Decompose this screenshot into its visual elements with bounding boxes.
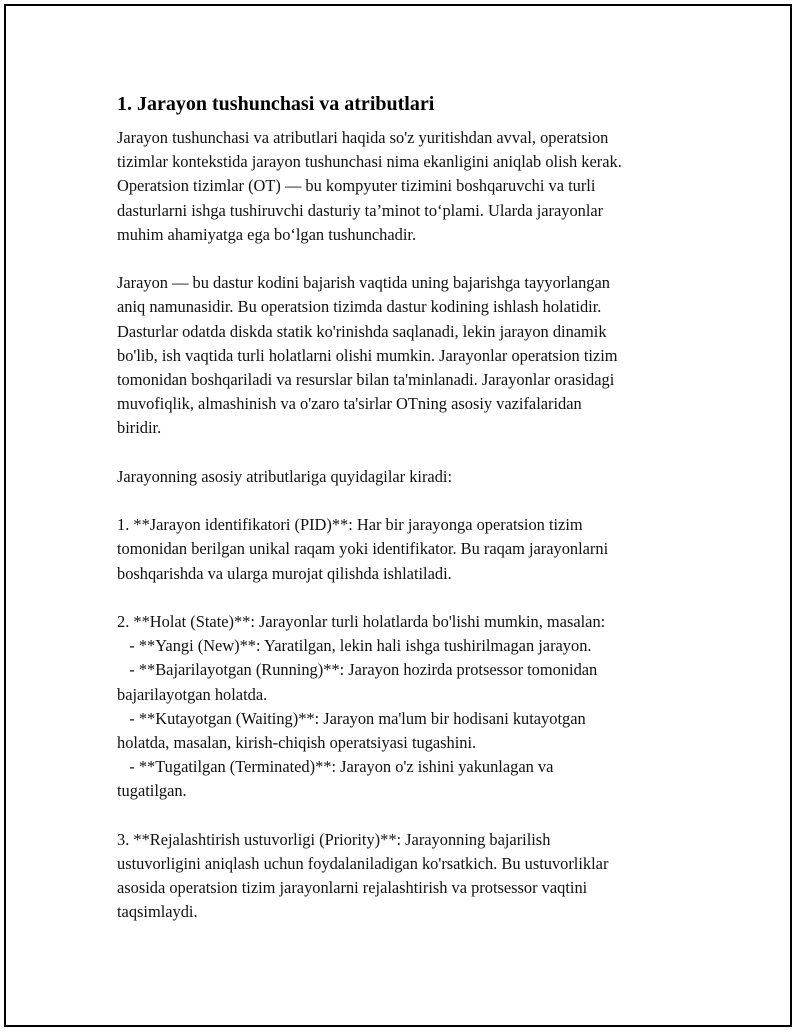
text-line: holatda, masalan, kirish-chiqish operatsiyasi tugashini. (117, 733, 477, 753)
paragraph-intro (117, 126, 683, 247)
text-line: Jarayon tushunchasi va atributlari haqida so'z yuritishdan avval, operatsion (117, 128, 609, 147)
paragraph-attributes-intro (117, 465, 683, 489)
text-line: taqsimlaydi. (117, 902, 198, 922)
text-line: - **Yangi (New)**: Yaratilgan, lekin hali ishga tushirilmagan jarayon. (117, 636, 592, 656)
text-line: Operatsion tizimlar (OT) — bu kompyuter tizimini boshqaruvchi va turli (117, 176, 596, 196)
text-line: biridir. (117, 418, 162, 438)
text-line: bajarilayotgan holatda. (117, 684, 268, 704)
paragraph-definition (117, 271, 683, 440)
text-line: - **Bajarilayotgan (Running)**: Jarayon hozirda protsessor tomonidan (117, 660, 598, 680)
text-line: ustuvorligini aniqlash uchun foydalaniladigan ko'rsatkich. Bu ustuvorliklar (117, 854, 609, 874)
text-line: - **Tugatilgan (Terminated)**: Jarayon o'z ishini yakunlagan va (117, 757, 554, 777)
text-line: bo'lib, ish vaqtida turli holatlarni olishi mumkin. Jarayonlar operatsion tizim (117, 345, 618, 365)
document-body (117, 92, 683, 949)
text-line: - **Kutayotgan (Waiting)**: Jarayon ma'lum bir hodisani kutayotgan (117, 708, 586, 728)
text-line: tugatilgan. (117, 781, 187, 801)
text-line: dasturlarni ishga tushiruvchi dasturiy ta’minot to‘plami. Ularda jarayonlar (117, 200, 604, 220)
text-line: muvofiqlik, almashinish va o'zaro ta'sirlar OTning asosiy vazifalaridan (117, 394, 582, 414)
text-line: muhim ahamiyatga ega bo‘lgan tushunchadir. (117, 224, 417, 244)
text-line: tomonidan boshqariladi va resurslar bilan ta'minlanadi. Jarayonlar orasidagi (117, 370, 615, 390)
list-item-priority (117, 828, 683, 925)
text-line: 3. **Rejalashtirish ustuvorligi (Priority)**: Jarayonning bajarilish (117, 829, 551, 849)
list-item-pid (117, 513, 683, 586)
text-line: Jarayonning asosiy atributlariga quyidagilar kiradi: (117, 466, 453, 486)
text-line: Jarayon — bu dastur kodini bajarish vaqtida uning bajarishga tayyorlangan (117, 273, 610, 293)
text-line: Dasturlar odatda diskda statik ko'rinishda saqlanadi, lekin jarayon dinamik (117, 321, 607, 341)
text-line: 2. **Holat (State)**: Jarayonlar turli holatlarda bo'lishi mumkin, masalan: (117, 612, 606, 631)
text-line: boshqarishda va ularga murojat qilishda ishlatiladi. (117, 563, 452, 583)
text-line: tizimlar kontekstida jarayon tushunchasi nima ekanligini aniqlab olish kerak. (117, 152, 622, 172)
text-line: 1. **Jarayon identifikatori (PID)**: Har bir jarayonga operatsion tizim (117, 515, 583, 535)
section-heading: 1. Jarayon tushunchasi va atributlari (117, 93, 435, 115)
text-line: aniq namunasidir. Bu operatsion tizimda dastur kodining ishlash holatidir. (117, 297, 602, 317)
text-line: tomonidan berilgan unikal raqam yoki identifikator. Bu raqam jarayonlarni (117, 539, 609, 559)
text-line: asosida operatsion tizim jarayonlarni rejalashtirish va protsessor vaqtini (117, 878, 588, 898)
list-item-state (117, 610, 683, 804)
